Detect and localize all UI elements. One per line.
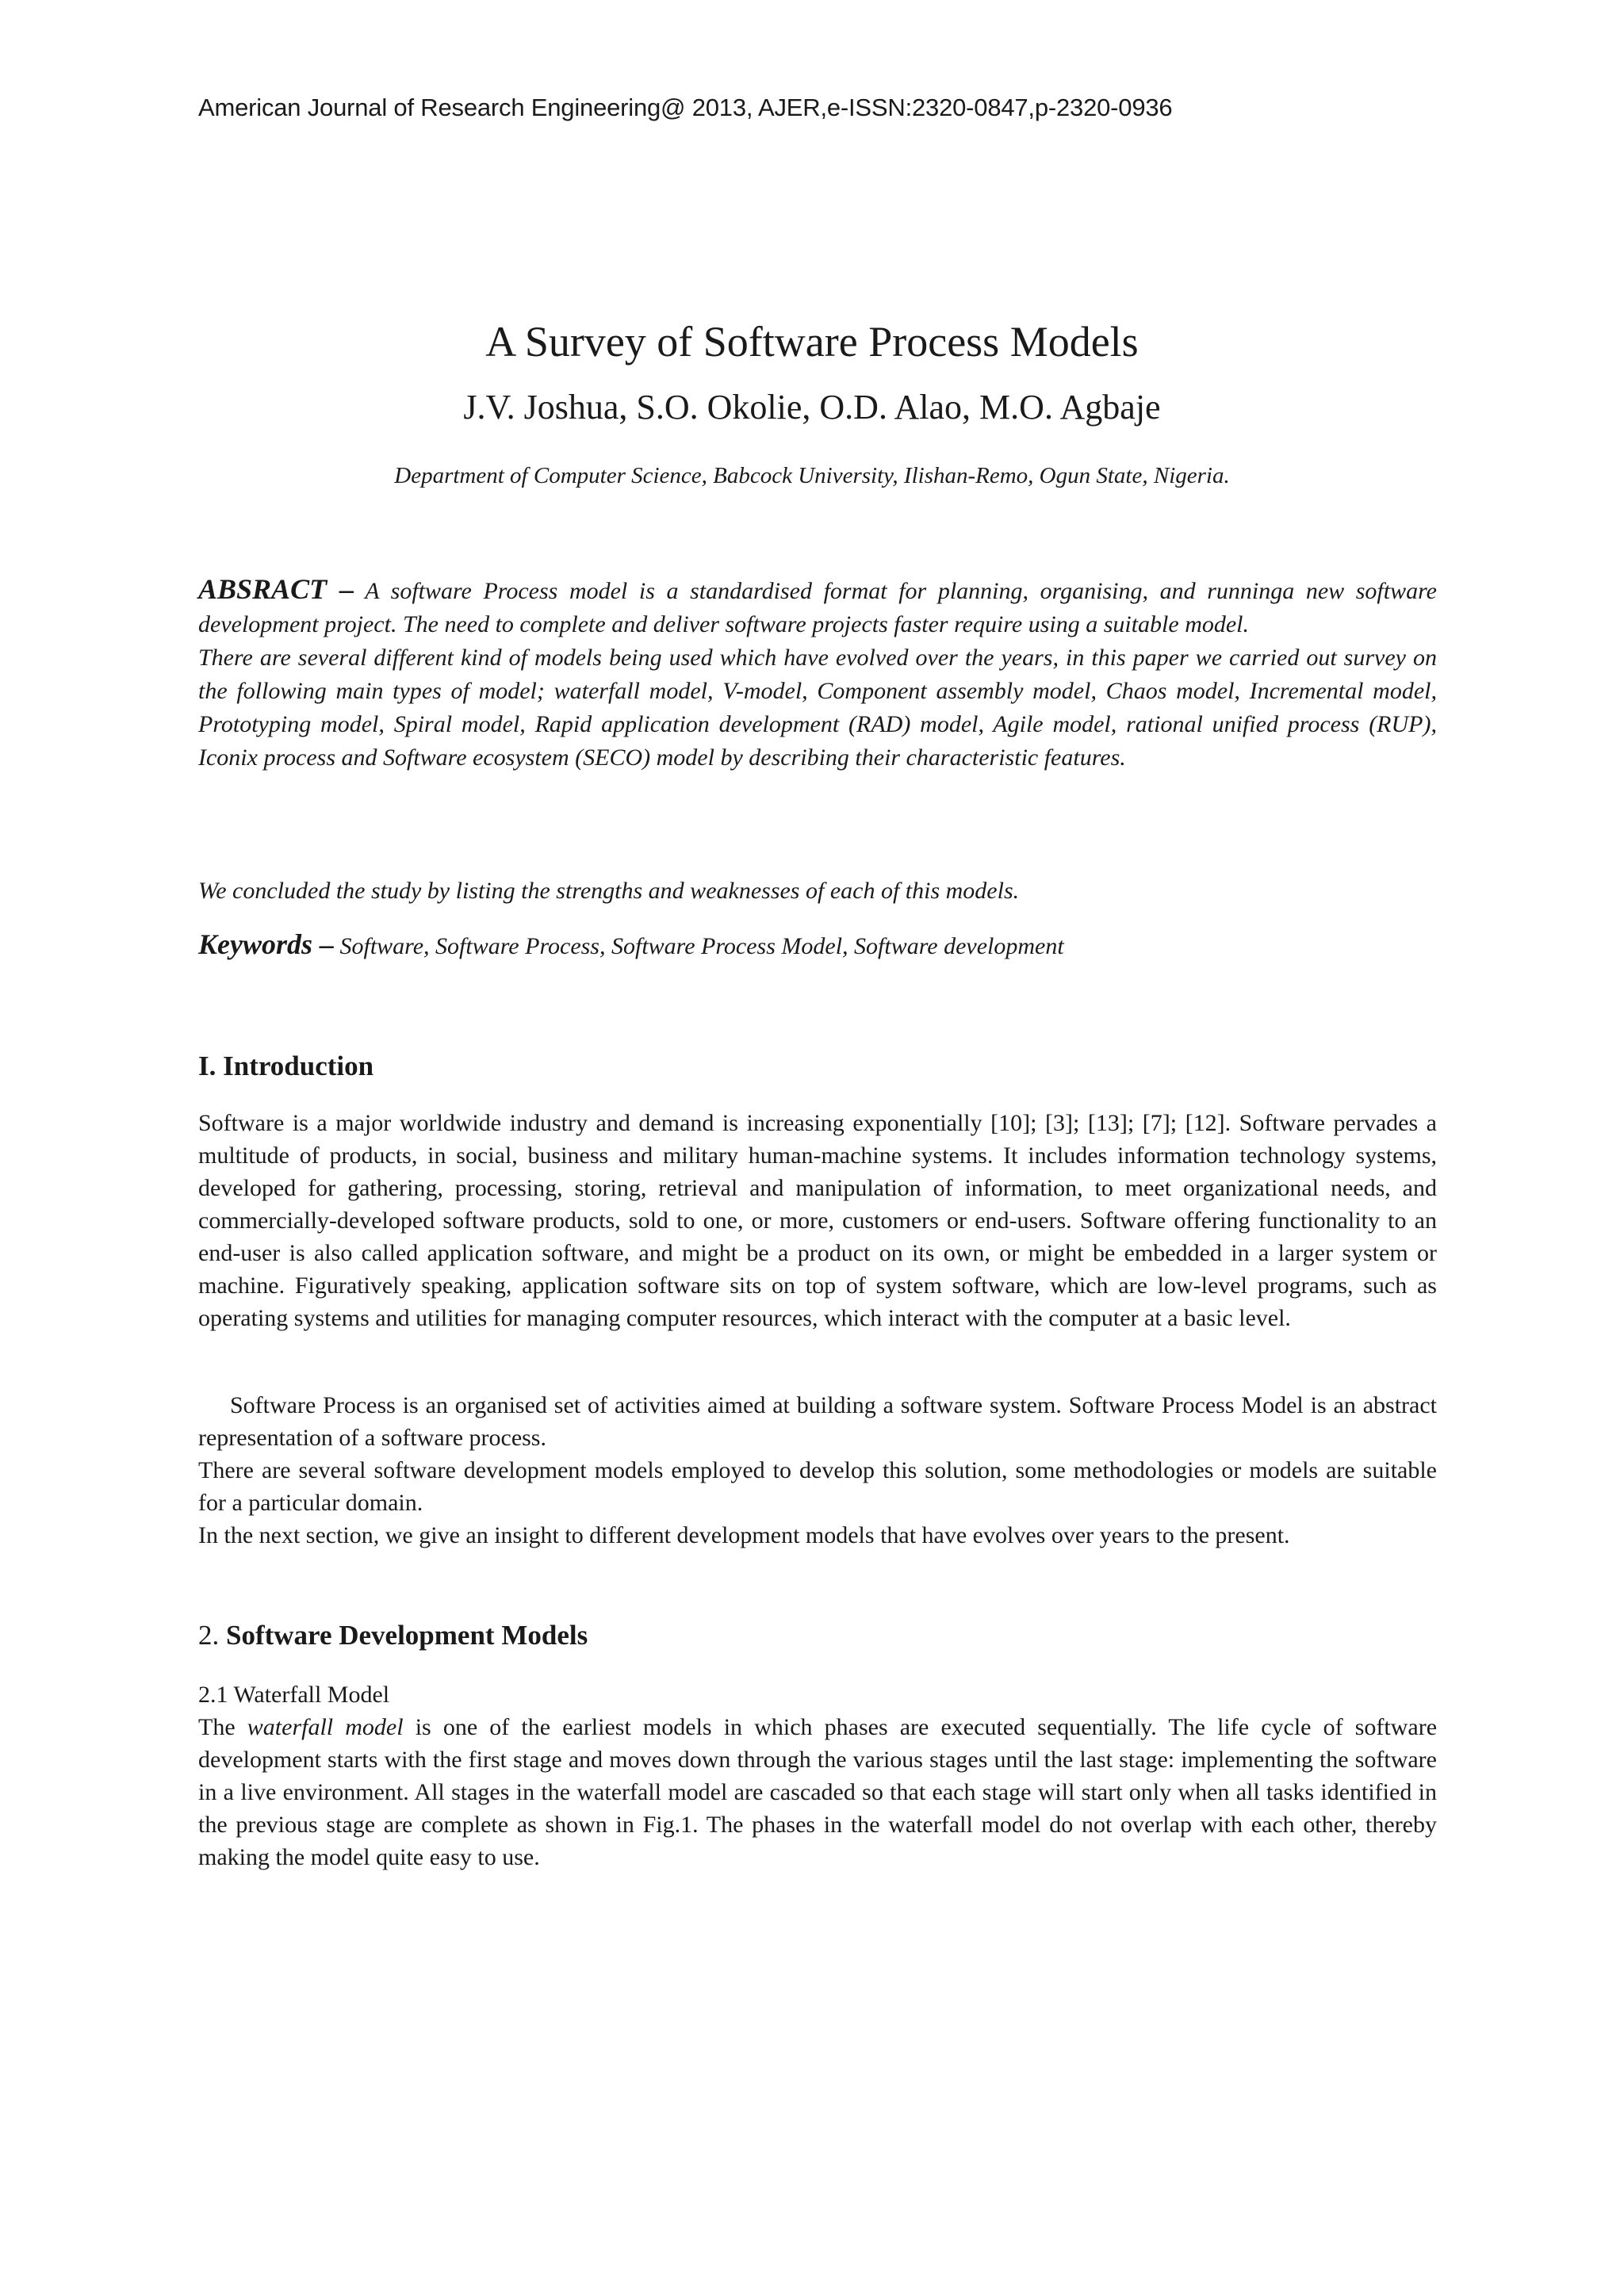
intro-paragraph-4: In the next section, we give an insight to different development models that have evolves over years to the present.	[198, 1522, 1290, 1548]
abstract-paragraph-2: There are several different kind of models being used which have evolved over the years, in this paper we carried out survey on the following main types of model; waterfall model, V-model, Component assembly model, Chaos model, Incremental model, Prototyping model, Spiral model, Rapid application development (RAD) model, Agile model, rational unified process (RUP), Iconix process and Software ecosystem (SECO) model by describing their characteristic features.	[198, 645, 1437, 771]
keywords-text: Software, Software Process, Software Process Model, Software development	[334, 933, 1064, 959]
paper-title: A Survey of Software Process Models	[485, 318, 1139, 365]
running-header: American Journal of Research Engineering@ 2013, AJER,e-ISSN:2320-0847,p-2320-0936	[198, 94, 1173, 121]
section-number: 2.	[198, 1620, 220, 1651]
intro-paragraph-2: Software Process is an organised set of activities aimed at building a software system. Software Process Model is an abstract representation of a software process.	[198, 1392, 1437, 1451]
waterfall-text: is one of the earliest models in which phases are executed sequentially. The life cycle of software development starts with the first stage and moves down through the various stages until the last stage: implementing the software in a live environment. All stages in the waterfall model are cascaded so that each stage will start only when all tasks identified in the previous stage are complete as shown in Fig.1. The phases in the waterfall model do not overlap with each other, thereby making the model quite easy to use.	[198, 1714, 1438, 1870]
keywords-label: Keywords –	[198, 928, 334, 960]
waterfall-paragraph	[198, 1711, 1437, 1873]
abstract-text-1: A software Process model is a standardised format for planning, organising, and runninga new software development project. The need to complete and deliver software projects faster require using a suitable model.	[198, 578, 1437, 637]
abstract-conclusion: We concluded the study by listing the strengths and weaknesses of each of this models.	[198, 878, 1020, 904]
affiliation: Department of Computer Science, Babcock University, Ilishan-Remo, Ogun State, Nigeria.	[394, 463, 1230, 488]
section-heading-introduction: I. Introduction	[198, 1050, 374, 1081]
waterfall-term: waterfall model	[247, 1714, 404, 1740]
section-title: Software Development Models	[226, 1620, 588, 1651]
abstract-label: ABSRACT –	[198, 573, 354, 605]
abstract	[198, 572, 1437, 775]
subsection-heading-waterfall: 2.1 Waterfall Model	[198, 1682, 390, 1708]
author-list: J.V. Joshua, S.O. Okolie, O.D. Alao, M.O. Agbaje	[463, 388, 1161, 427]
waterfall-intro: The	[198, 1714, 247, 1740]
keywords	[198, 928, 1437, 963]
section-heading-models	[198, 1617, 588, 1654]
intro-paragraph-3: There are several software development models employed to develop this solution, some methodologies or models are suitable for a particular domain.	[198, 1457, 1437, 1516]
abstract-paragraph-1	[198, 572, 1437, 641]
intro-paragraphs	[198, 1389, 1437, 1552]
intro-paragraph-1: Software is a major worldwide industry and demand is increasing exponentially [10]; [3]; [13]; [7]; [12]. Software pervades a multitude of products, in social, business and military human-machine systems. It includes information technology systems, developed for gathering, processing, storing, retrieval and manipulation of information, to meet organizational needs, and commercially-developed software products, sold to one, or more, customers or end-users. Software offering functionality to an end-user is also called application software, and might be a product on its own, or might be embedded in a larger system or machine. Figuratively speaking, application software sits on top of system software, which are low-level programs, such as operating systems and utilities for managing computer resources, which interact with the computer at a basic level.	[198, 1110, 1437, 1331]
